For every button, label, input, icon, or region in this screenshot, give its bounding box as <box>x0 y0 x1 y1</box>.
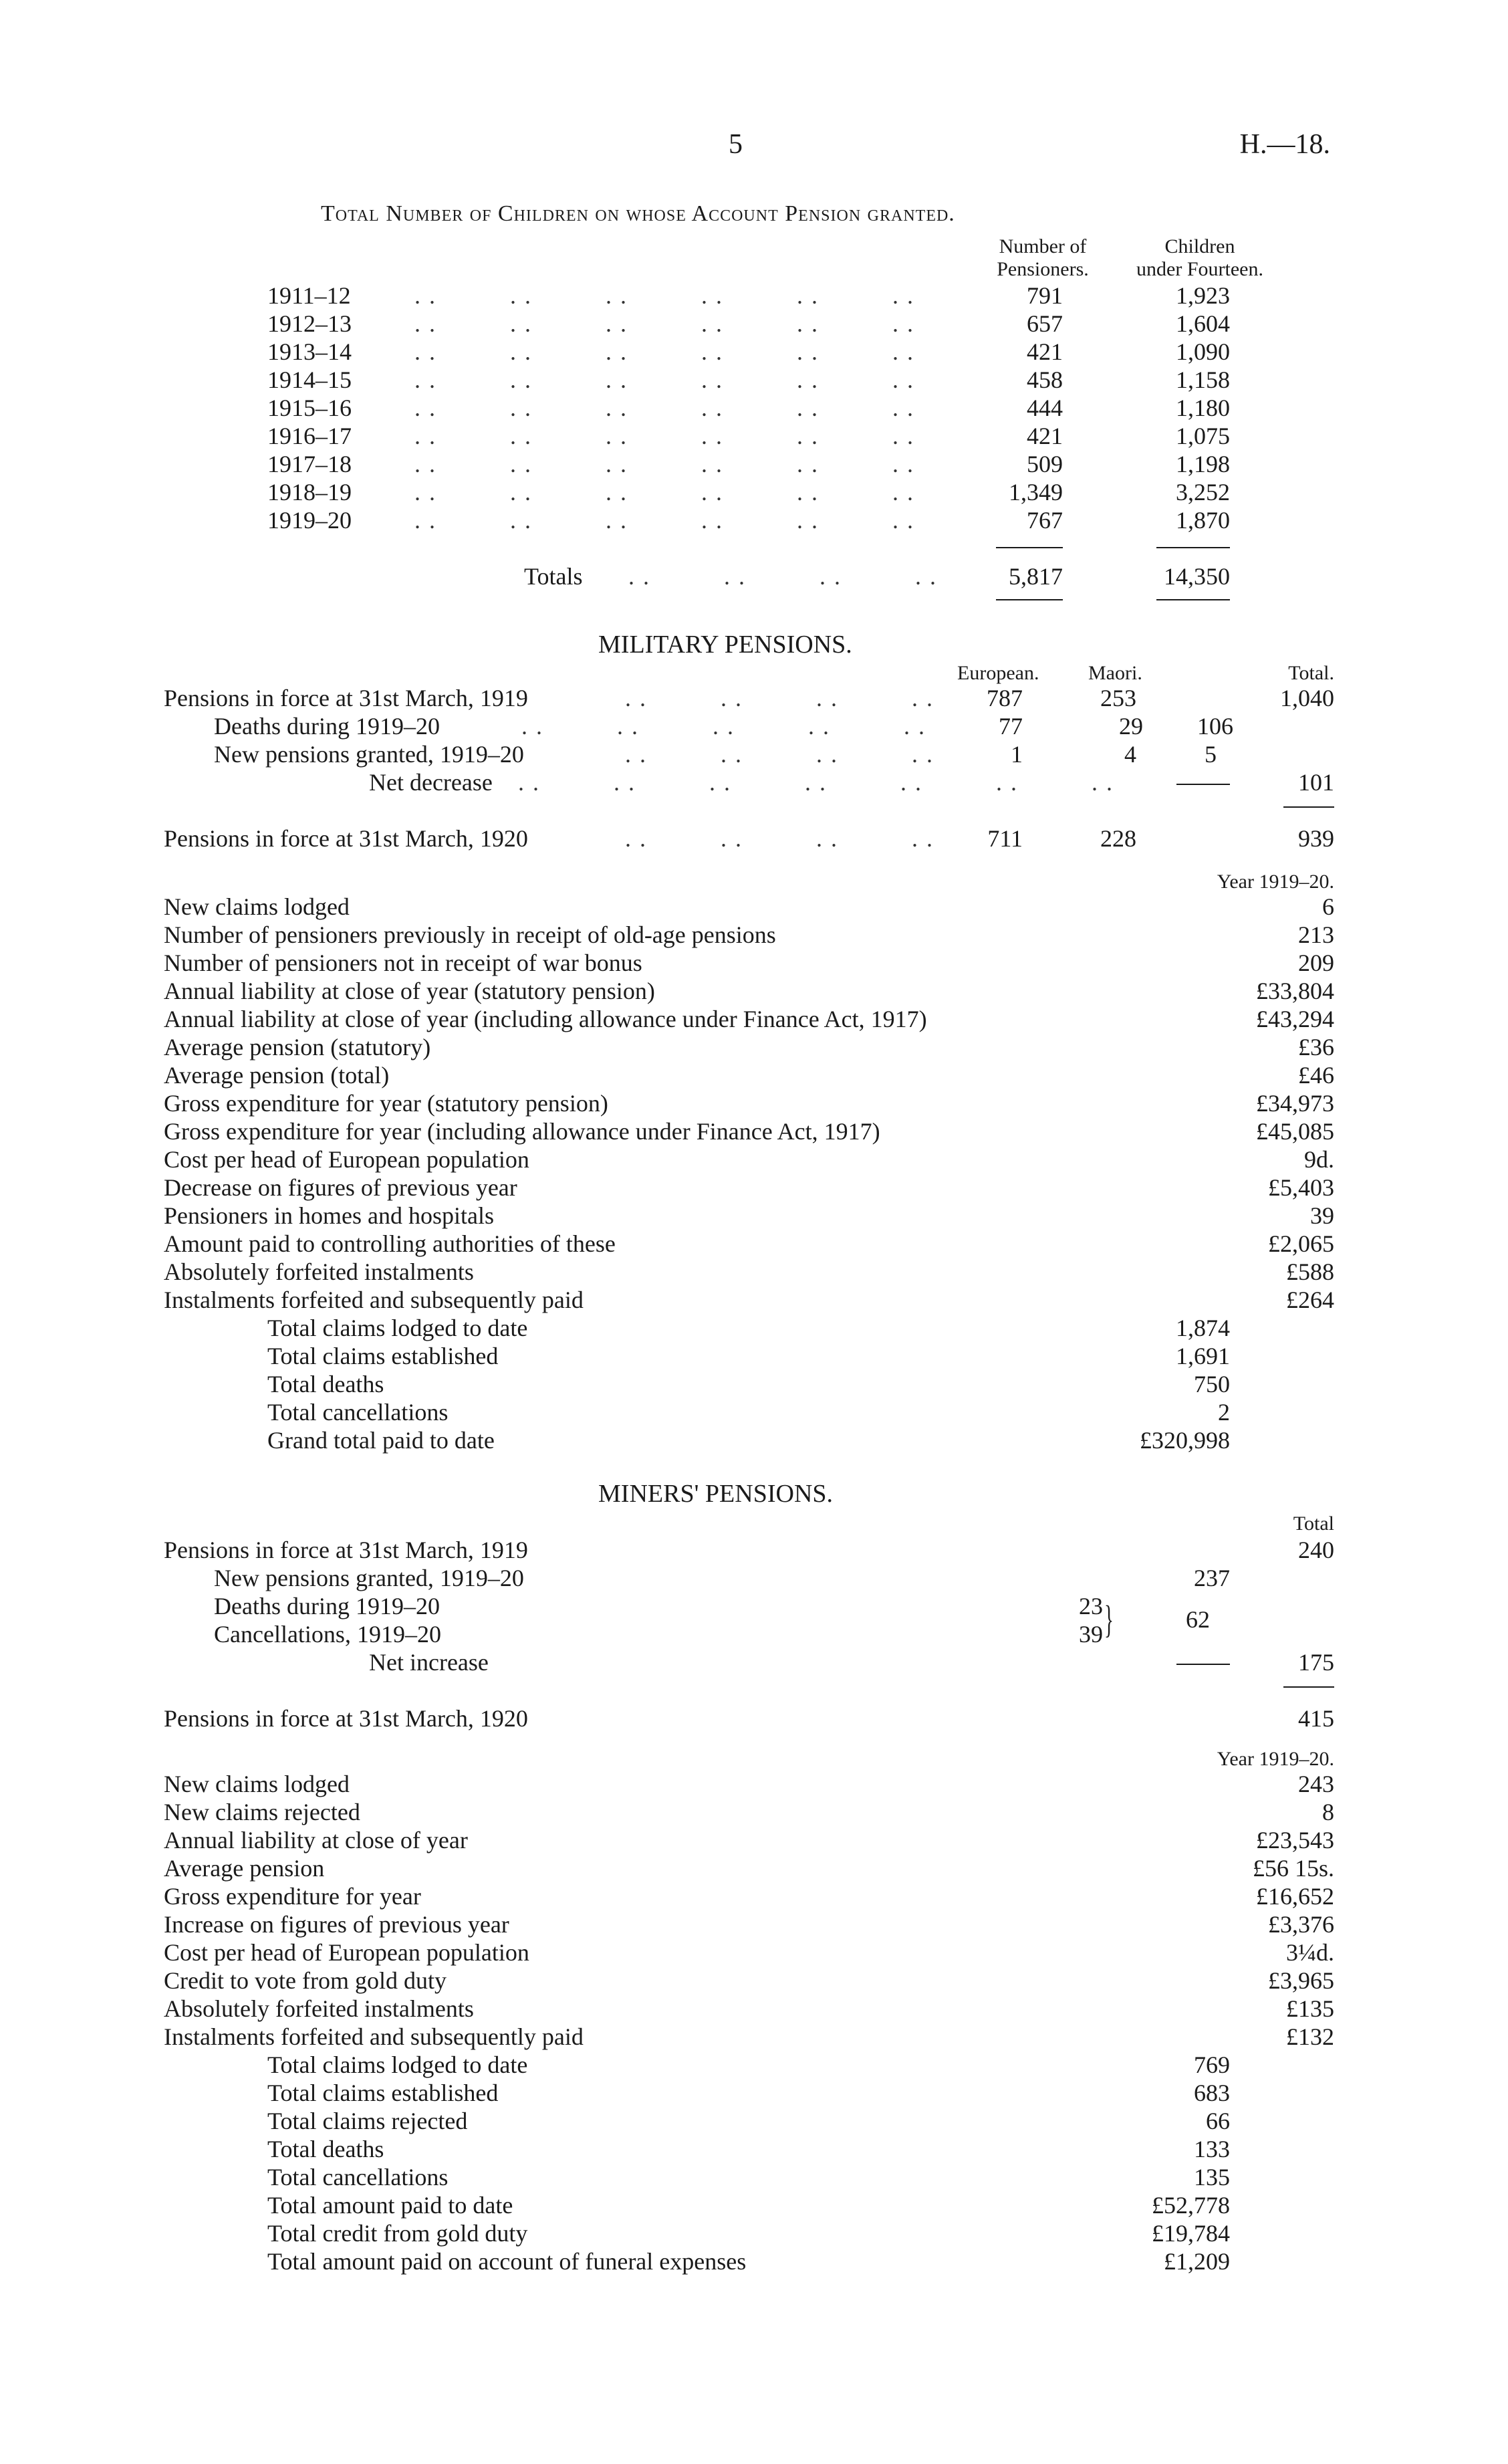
military-year-head: Year 1919–20. <box>1217 871 1334 893</box>
military-head-european: European. <box>957 662 1039 684</box>
miners-stat-label: Instalments forfeited and subsequently paid <box>164 2023 584 2050</box>
miners-total-label: Total amount paid on account of funeral expenses <box>267 2248 747 2275</box>
military-stat-value: 209 <box>1298 949 1334 976</box>
miners-net-increase-label: Net increase <box>369 1649 489 1676</box>
miners-stat-value: £132 <box>1286 2023 1334 2050</box>
miners-stat-value: 8 <box>1322 1799 1334 1825</box>
children-head-children-a: Children <box>1164 235 1235 257</box>
miners-stat-value: £56 15s. <box>1252 1855 1334 1882</box>
brace-symbol: } <box>1104 1597 1114 1641</box>
military-new-granted-maori: 4 <box>1124 741 1136 768</box>
children-year: 1912–13 <box>267 310 352 337</box>
miners-total-value: 683 <box>1194 2080 1230 2106</box>
miners-net-increase-total: 175 <box>1298 1649 1334 1676</box>
military-stat-value: 39 <box>1310 1202 1334 1229</box>
military-in-force-1919-maori: 253 <box>1100 685 1136 711</box>
children-totals-label: Totals <box>524 563 583 590</box>
miners-stat-value: 243 <box>1298 1771 1334 1797</box>
miners-stat-label: Credit to vote from gold duty <box>164 1967 447 1994</box>
rule <box>1176 784 1230 785</box>
children-head-pensioners-b: Pensioners. <box>997 258 1089 280</box>
military-stat-value: £45,085 <box>1256 1118 1334 1145</box>
military-stat-value: 6 <box>1322 893 1334 920</box>
miners-stat-value: £3,965 <box>1268 1967 1334 1994</box>
miners-stat-value: £23,543 <box>1256 1827 1334 1854</box>
children-head-pensioners-a: Number of <box>999 235 1087 257</box>
military-section-title: MILITARY PENSIONS. <box>598 631 852 659</box>
children-totals-children: 14,350 <box>1164 563 1230 590</box>
military-stat-label: New claims lodged <box>164 893 350 920</box>
military-stat-label: Number of pensioners previously in receipt of old-age pensions <box>164 921 776 948</box>
military-total-label: Total claims established <box>267 1343 499 1369</box>
military-new-granted-label: New pensions granted, 1919–20 <box>214 741 524 768</box>
rule <box>1156 599 1230 600</box>
miners-total-value: £19,784 <box>1152 2220 1230 2247</box>
leader-dots: . . . . . . . . . . . . <box>414 395 914 421</box>
children-count: 1,090 <box>1176 338 1230 365</box>
miners-year-head: Year 1919–20. <box>1217 1748 1334 1770</box>
miners-in-force-1920-label: Pensions in force at 31st March, 1920 <box>164 1705 528 1732</box>
leader-dots: . . . . . . . . . . . . <box>414 507 914 534</box>
children-year: 1914–15 <box>267 366 352 393</box>
miners-stat-label: New claims rejected <box>164 1799 360 1825</box>
military-stat-label: Instalments forfeited and subsequently paid <box>164 1286 584 1313</box>
children-year: 1919–20 <box>267 507 352 534</box>
rule <box>1283 806 1334 808</box>
doc-reference: H.—18. <box>1239 129 1330 160</box>
children-count: 3,252 <box>1176 479 1230 506</box>
military-stat-value: £36 <box>1298 1034 1334 1060</box>
miners-total-label: Total deaths <box>267 2136 384 2162</box>
military-in-force-1919-label: Pensions in force at 31st March, 1919 <box>164 685 528 711</box>
miners-stat-label: Annual liability at close of year <box>164 1827 468 1854</box>
military-stat-label: Average pension (statutory) <box>164 1034 431 1060</box>
military-stat-label: Absolutely forfeited instalments <box>164 1258 474 1285</box>
miners-stat-label: Cost per head of European population <box>164 1939 529 1966</box>
miners-deaths-label: Deaths during 1919–20 <box>214 1593 440 1619</box>
children-count: 1,180 <box>1176 395 1230 421</box>
military-deaths-maori: 29 <box>1119 713 1143 740</box>
children-pensioners: 458 <box>1027 366 1063 393</box>
children-count: 1,923 <box>1176 282 1230 309</box>
miners-total-value: £1,209 <box>1164 2248 1230 2275</box>
rule <box>1156 547 1230 548</box>
military-total-label: Total deaths <box>267 1371 384 1397</box>
military-stat-label: Annual liability at close of year (including allowance under Finance Act, 1917) <box>164 1006 927 1032</box>
military-deaths-european: 77 <box>999 713 1023 740</box>
military-in-force-1919-total: 1,040 <box>1280 685 1334 711</box>
military-stat-value: £43,294 <box>1256 1006 1334 1032</box>
miners-new-granted-value: 237 <box>1194 1565 1230 1591</box>
children-count: 1,075 <box>1176 423 1230 449</box>
military-net-decrease-total: 101 <box>1298 769 1334 796</box>
military-stat-value: £46 <box>1298 1062 1334 1089</box>
miners-cancellations-value: 39 <box>1079 1621 1103 1648</box>
children-year: 1916–17 <box>267 423 352 449</box>
rule <box>1176 1664 1230 1665</box>
children-table-title: Total Number of Children on whose Account Pension granted. <box>321 201 955 226</box>
miners-total-value: 133 <box>1194 2136 1230 2162</box>
children-year: 1915–16 <box>267 395 352 421</box>
leader-dots: . . . . . . . . . . . . . . <box>518 769 1114 796</box>
page-number: 5 <box>729 129 743 160</box>
miners-stat-value: 3¼d. <box>1286 1939 1334 1966</box>
military-stat-label: Pensioners in homes and hospitals <box>164 1202 494 1229</box>
military-total-value: 1,691 <box>1176 1343 1230 1369</box>
miners-cancellations-label: Cancellations, 1919–20 <box>214 1621 441 1648</box>
miners-stat-label: Average pension <box>164 1855 325 1882</box>
leader-dots: . . . . . . . . . . . . <box>414 479 914 506</box>
children-pensioners: 767 <box>1027 507 1063 534</box>
military-deaths-subtotal: 106 <box>1197 713 1233 740</box>
rule <box>996 547 1063 548</box>
rule <box>1283 1686 1334 1688</box>
miners-in-force-1919-label: Pensions in force at 31st March, 1919 <box>164 1537 528 1563</box>
miners-in-force-1919-total: 240 <box>1298 1537 1334 1563</box>
miners-stat-label: Gross expenditure for year <box>164 1883 421 1910</box>
military-net-decrease-label: Net decrease <box>369 769 493 796</box>
military-total-label: Grand total paid to date <box>267 1427 495 1454</box>
military-stat-value: £34,973 <box>1256 1090 1334 1117</box>
children-count: 1,870 <box>1176 507 1230 534</box>
miners-head-total: Total <box>1293 1513 1334 1535</box>
military-stat-label: Number of pensioners not in receipt of war bonus <box>164 949 642 976</box>
military-stat-label: Decrease on figures of previous year <box>164 1174 517 1201</box>
leader-dots: . . . . . . . . <box>625 685 934 711</box>
military-stat-label: Gross expenditure for year (statutory pension) <box>164 1090 608 1117</box>
military-stat-value: £5,403 <box>1268 1174 1334 1201</box>
children-count: 1,198 <box>1176 451 1230 477</box>
military-head-total: Total. <box>1288 662 1334 684</box>
military-in-force-1920-label: Pensions in force at 31st March, 1920 <box>164 825 528 852</box>
children-year: 1917–18 <box>267 451 352 477</box>
miners-total-label: Total amount paid to date <box>267 2192 513 2219</box>
military-stat-value: £264 <box>1286 1286 1334 1313</box>
military-stat-value: £2,065 <box>1268 1230 1334 1257</box>
military-in-force-1920-maori: 228 <box>1100 825 1136 852</box>
miners-stat-value: £3,376 <box>1268 1911 1334 1938</box>
children-pensioners: 1,349 <box>1009 479 1063 506</box>
military-stat-value: £588 <box>1286 1258 1334 1285</box>
leader-dots: . . . . . . . . <box>625 825 934 852</box>
military-in-force-1920-total: 939 <box>1298 825 1334 852</box>
miners-total-value: £52,778 <box>1152 2192 1230 2219</box>
military-in-force-1920-european: 711 <box>987 825 1023 852</box>
miners-brace-total: 62 <box>1186 1606 1210 1633</box>
military-new-granted-european: 1 <box>1011 741 1023 768</box>
leader-dots: . . . . . . . . . . . . <box>414 338 914 365</box>
miners-stat-label: Increase on figures of previous year <box>164 1911 509 1938</box>
children-pensioners: 421 <box>1027 338 1063 365</box>
children-head-children-b: under Fourteen. <box>1136 258 1263 280</box>
miners-section-title: MINERS' PENSIONS. <box>598 1480 834 1508</box>
children-pensioners: 791 <box>1027 282 1063 309</box>
military-total-value: 2 <box>1218 1399 1230 1426</box>
military-total-value: 1,874 <box>1176 1315 1230 1341</box>
military-stat-value: 213 <box>1298 921 1334 948</box>
miners-deaths-value: 23 <box>1079 1593 1103 1619</box>
leader-dots: . . . . . . . . . . . . <box>414 423 914 449</box>
children-year: 1918–19 <box>267 479 352 506</box>
military-total-value: 750 <box>1194 1371 1230 1397</box>
miners-total-label: Total claims lodged to date <box>267 2051 528 2078</box>
military-stat-label: Amount paid to controlling authorities of these <box>164 1230 616 1257</box>
miners-stat-label: New claims lodged <box>164 1771 350 1797</box>
military-stat-label: Annual liability at close of year (statutory pension) <box>164 978 655 1004</box>
military-new-granted-subtotal: 5 <box>1205 741 1217 768</box>
military-stat-value: 9d. <box>1304 1146 1334 1173</box>
leader-dots: . . . . . . . . . . <box>521 713 926 740</box>
miners-new-granted-label: New pensions granted, 1919–20 <box>214 1565 524 1591</box>
miners-total-label: Total credit from gold duty <box>267 2220 528 2247</box>
miners-total-value: 135 <box>1194 2164 1230 2191</box>
miners-total-value: 66 <box>1206 2108 1230 2134</box>
military-total-label: Total cancellations <box>267 1399 449 1426</box>
leader-dots: . . . . . . . . <box>628 563 937 590</box>
rule <box>996 599 1063 600</box>
military-total-value: £320,998 <box>1140 1427 1230 1454</box>
children-pensioners: 421 <box>1027 423 1063 449</box>
children-count: 1,158 <box>1176 366 1230 393</box>
leader-dots: . . . . . . . . . . . . <box>414 451 914 477</box>
children-pensioners: 657 <box>1027 310 1063 337</box>
children-pensioners: 509 <box>1027 451 1063 477</box>
military-stat-label: Cost per head of European population <box>164 1146 529 1173</box>
military-in-force-1919-european: 787 <box>987 685 1023 711</box>
military-stat-label: Average pension (total) <box>164 1062 390 1089</box>
miners-total-label: Total claims rejected <box>267 2108 468 2134</box>
leader-dots: . . . . . . . . <box>625 741 934 768</box>
military-deaths-label: Deaths during 1919–20 <box>214 713 440 740</box>
leader-dots: . . . . . . . . . . . . <box>414 310 914 337</box>
miners-total-label: Total cancellations <box>267 2164 449 2191</box>
miners-stat-label: Absolutely forfeited instalments <box>164 1995 474 2022</box>
miners-stat-value: £16,652 <box>1256 1883 1334 1910</box>
children-pensioners: 444 <box>1027 395 1063 421</box>
military-stat-label: Gross expenditure for year (including allowance under Finance Act, 1917) <box>164 1118 880 1145</box>
leader-dots: . . . . . . . . . . . . <box>414 366 914 393</box>
children-count: 1,604 <box>1176 310 1230 337</box>
miners-total-label: Total claims established <box>267 2080 499 2106</box>
children-year: 1911–12 <box>267 282 351 309</box>
military-stat-value: £33,804 <box>1256 978 1334 1004</box>
military-total-label: Total claims lodged to date <box>267 1315 528 1341</box>
leader-dots: . . . . . . . . . . . . <box>414 282 914 309</box>
miners-in-force-1920-total: 415 <box>1298 1705 1334 1732</box>
military-head-maori: Maori. <box>1088 662 1142 684</box>
children-year: 1913–14 <box>267 338 352 365</box>
children-totals-pensioners: 5,817 <box>1009 563 1063 590</box>
miners-total-value: 769 <box>1194 2051 1230 2078</box>
miners-stat-value: £135 <box>1286 1995 1334 2022</box>
